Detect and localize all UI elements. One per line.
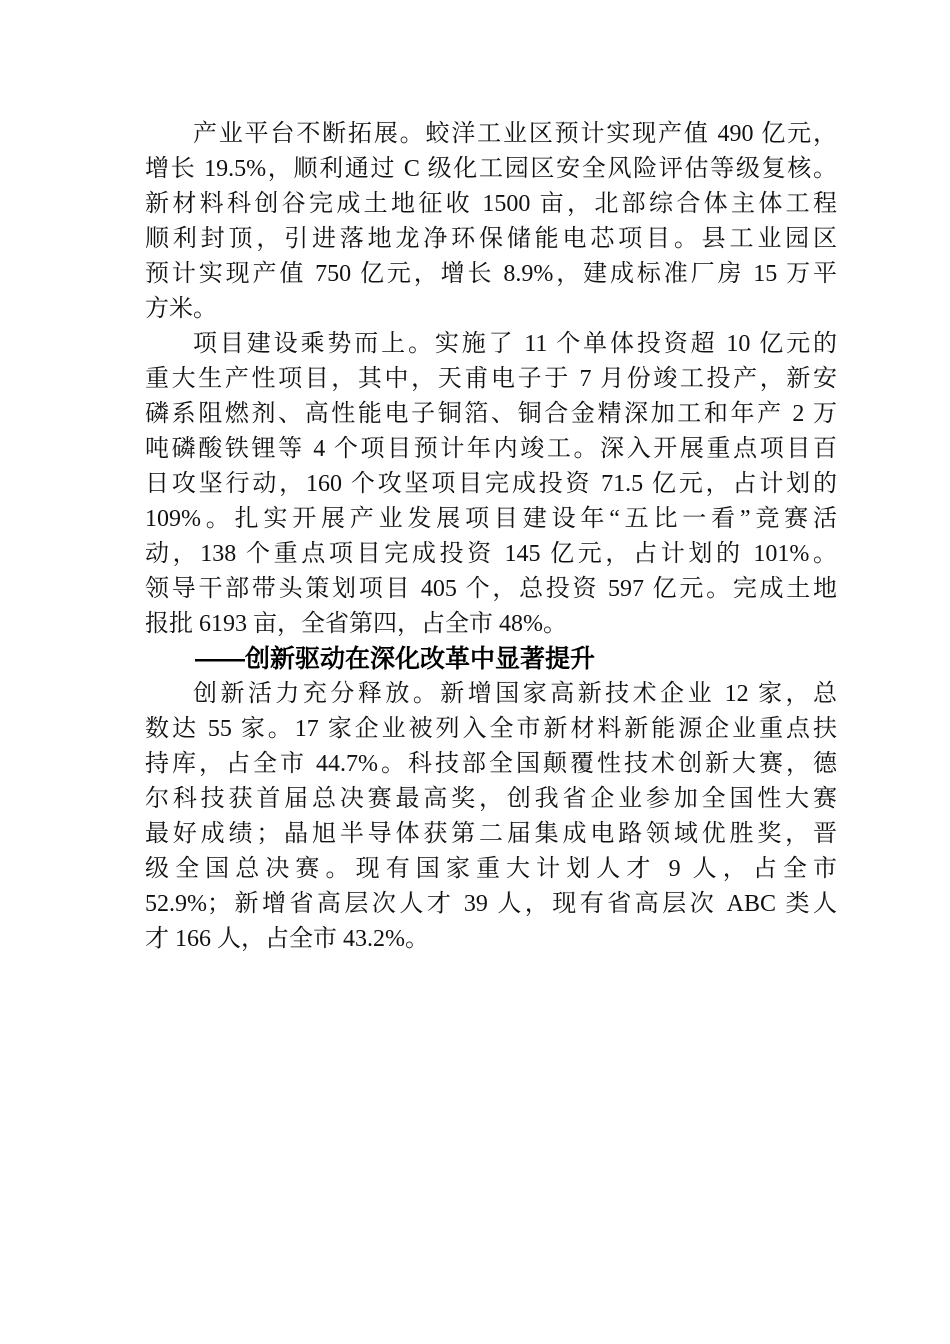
text-line: 日攻坚行动，160 个攻坚项目完成投资 71.5 亿元，占计划的 xyxy=(145,471,837,497)
text-line: 52.9%；新增省高层次人才 39 人，现有省高层次 ABC 类人 xyxy=(145,891,837,917)
text-column xyxy=(145,117,837,957)
text-line: 方米。 xyxy=(145,296,217,322)
section-heading xyxy=(145,642,837,677)
text-line: 磷系阻燃剂、高性能电子铜箔、铜合金精深加工和年产 2 万 xyxy=(145,401,837,427)
text-line: 产业平台不断拓展。蛟洋工业区预计实现产值 490 亿元， xyxy=(193,121,837,147)
text-line: 尔科技获首届总决赛最高奖，创我省企业参加全国性大赛 xyxy=(145,786,837,812)
text-line: 增长 19.5%，顺利通过 C 级化工园区安全风险评估等级复核。 xyxy=(145,156,837,182)
text-line: 创新活力充分释放。新增国家高新技术企业 12 家，总 xyxy=(193,681,837,707)
text-line: 新材料科创谷完成土地征收 1500 亩，北部综合体主体工程 xyxy=(145,191,837,217)
body-paragraph xyxy=(145,327,837,642)
text-line: 项目建设乘势而上。实施了 11 个单体投资超 10 亿元的 xyxy=(193,331,837,357)
text-line: 顺利封顶，引进落地龙净环保储能电芯项目。县工业园区 xyxy=(145,226,837,252)
text-line: 才 166 人，占全市 43.2%。 xyxy=(145,926,429,952)
text-line: 预计实现产值 750 亿元，增长 8.9%，建成标准厂房 15 万平 xyxy=(145,261,837,287)
text-line: 动，138 个重点项目完成投资 145 亿元，占计划的 101%。 xyxy=(145,541,837,567)
text-line: 持库，占全市 44.7%。科技部全国颠覆性技术创新大赛，德 xyxy=(145,751,837,777)
text-line: 数达 55 家。17 家企业被列入全市新材料新能源企业重点扶 xyxy=(145,716,837,742)
text-line: 重大生产性项目，其中，天甫电子于 7 月份竣工投产，新安 xyxy=(145,366,837,392)
body-paragraph xyxy=(145,117,837,327)
heading-line: ——创新驱动在深化改革中显著提升 xyxy=(195,645,596,673)
text-line: 领导干部带头策划项目 405 个，总投资 597 亿元。完成土地 xyxy=(145,576,837,602)
text-line: 109%。扎实开展产业发展项目建设年“五比一看”竞赛活 xyxy=(145,506,837,532)
text-line: 最好成绩；晶旭半导体获第二届集成电路领域优胜奖，晋 xyxy=(145,821,837,847)
text-line: 吨磷酸铁锂等 4 个项目预计年内竣工。深入开展重点项目百 xyxy=(145,436,837,462)
body-paragraph xyxy=(145,677,837,957)
text-line: 报批 6193 亩，全省第四，占全市 48%。 xyxy=(145,611,567,637)
text-line: 级全国总决赛。现有国家重大计划人才 9 人，占全市 xyxy=(145,856,837,882)
